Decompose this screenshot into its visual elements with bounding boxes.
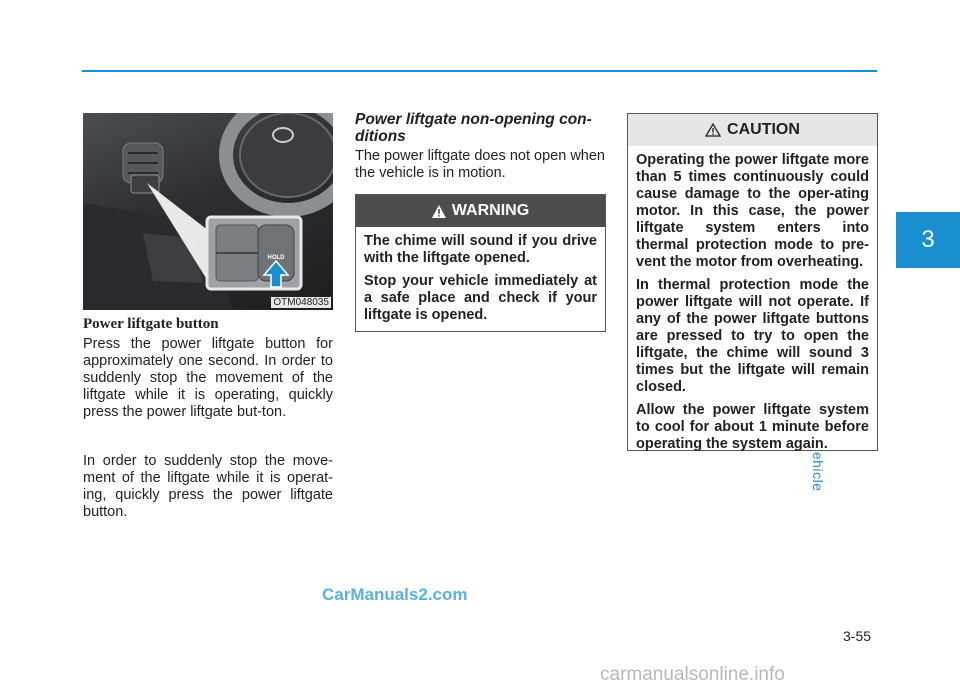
page-number: 3-55 (843, 628, 872, 644)
warning-paragraph: Stop your vehicle immediately at a safe place and check if your liftgate is opened. (364, 273, 597, 323)
paragraph: Press the power liftgate button for approximately one second. In order to suddenly stop the movement of the liftgate while it is operating, quickly press the power liftgate but-ton. (83, 336, 333, 420)
header-rule (82, 70, 877, 72)
chapter-number: 3 (921, 226, 935, 253)
section-heading: Power liftgate non-opening con-ditions (355, 111, 592, 145)
chapter-tab (896, 212, 960, 268)
caution-paragraph: In thermal protection mode the power liftgate will not operate. If any of the power liftgate buttons are pressed to try to open the liftgate, the chime will sound 3 times but the liftgate will remain closed. (636, 277, 869, 395)
warning-title: WARNING (451, 202, 530, 219)
paragraph: In order to suddenly stop the move-ment of the liftgate while it is operat-ing, quickly press the power liftgate button. (83, 453, 333, 520)
caution-paragraph: Operating the power liftgate more than 5 times continuously could cause damage to the oper-ating motor. In this case, the power liftgate system enters into thermal protection mode to pre-vent the motor from overheating. (636, 152, 869, 270)
caution-box (627, 113, 878, 451)
power-liftgate-button-photo (83, 113, 333, 310)
warning-box (355, 194, 606, 332)
watermark-text: carmanualsonline.info (600, 664, 785, 685)
warning-paragraph: The chime will sound if you drive with the liftgate opened. (364, 233, 597, 266)
caution-header (628, 114, 877, 146)
caution-triangle-icon (705, 123, 721, 137)
caution-paragraph: Allow the power liftgate system to cool for about 1 minute before operating the system again. (636, 402, 869, 452)
figure-code: OTM048035 (273, 297, 329, 308)
dashboard-illustration (83, 113, 333, 310)
warning-header (356, 195, 605, 227)
figure-caption: Power liftgate button (83, 316, 219, 332)
caution-title: CAUTION (727, 121, 800, 138)
watermark-link[interactable]: CarManuals2.com (322, 585, 468, 604)
paragraph: The power liftgate does not open when the vehicle is in motion. (355, 148, 605, 181)
hold-label: HOLD (267, 255, 285, 261)
warning-triangle-icon (432, 205, 446, 218)
